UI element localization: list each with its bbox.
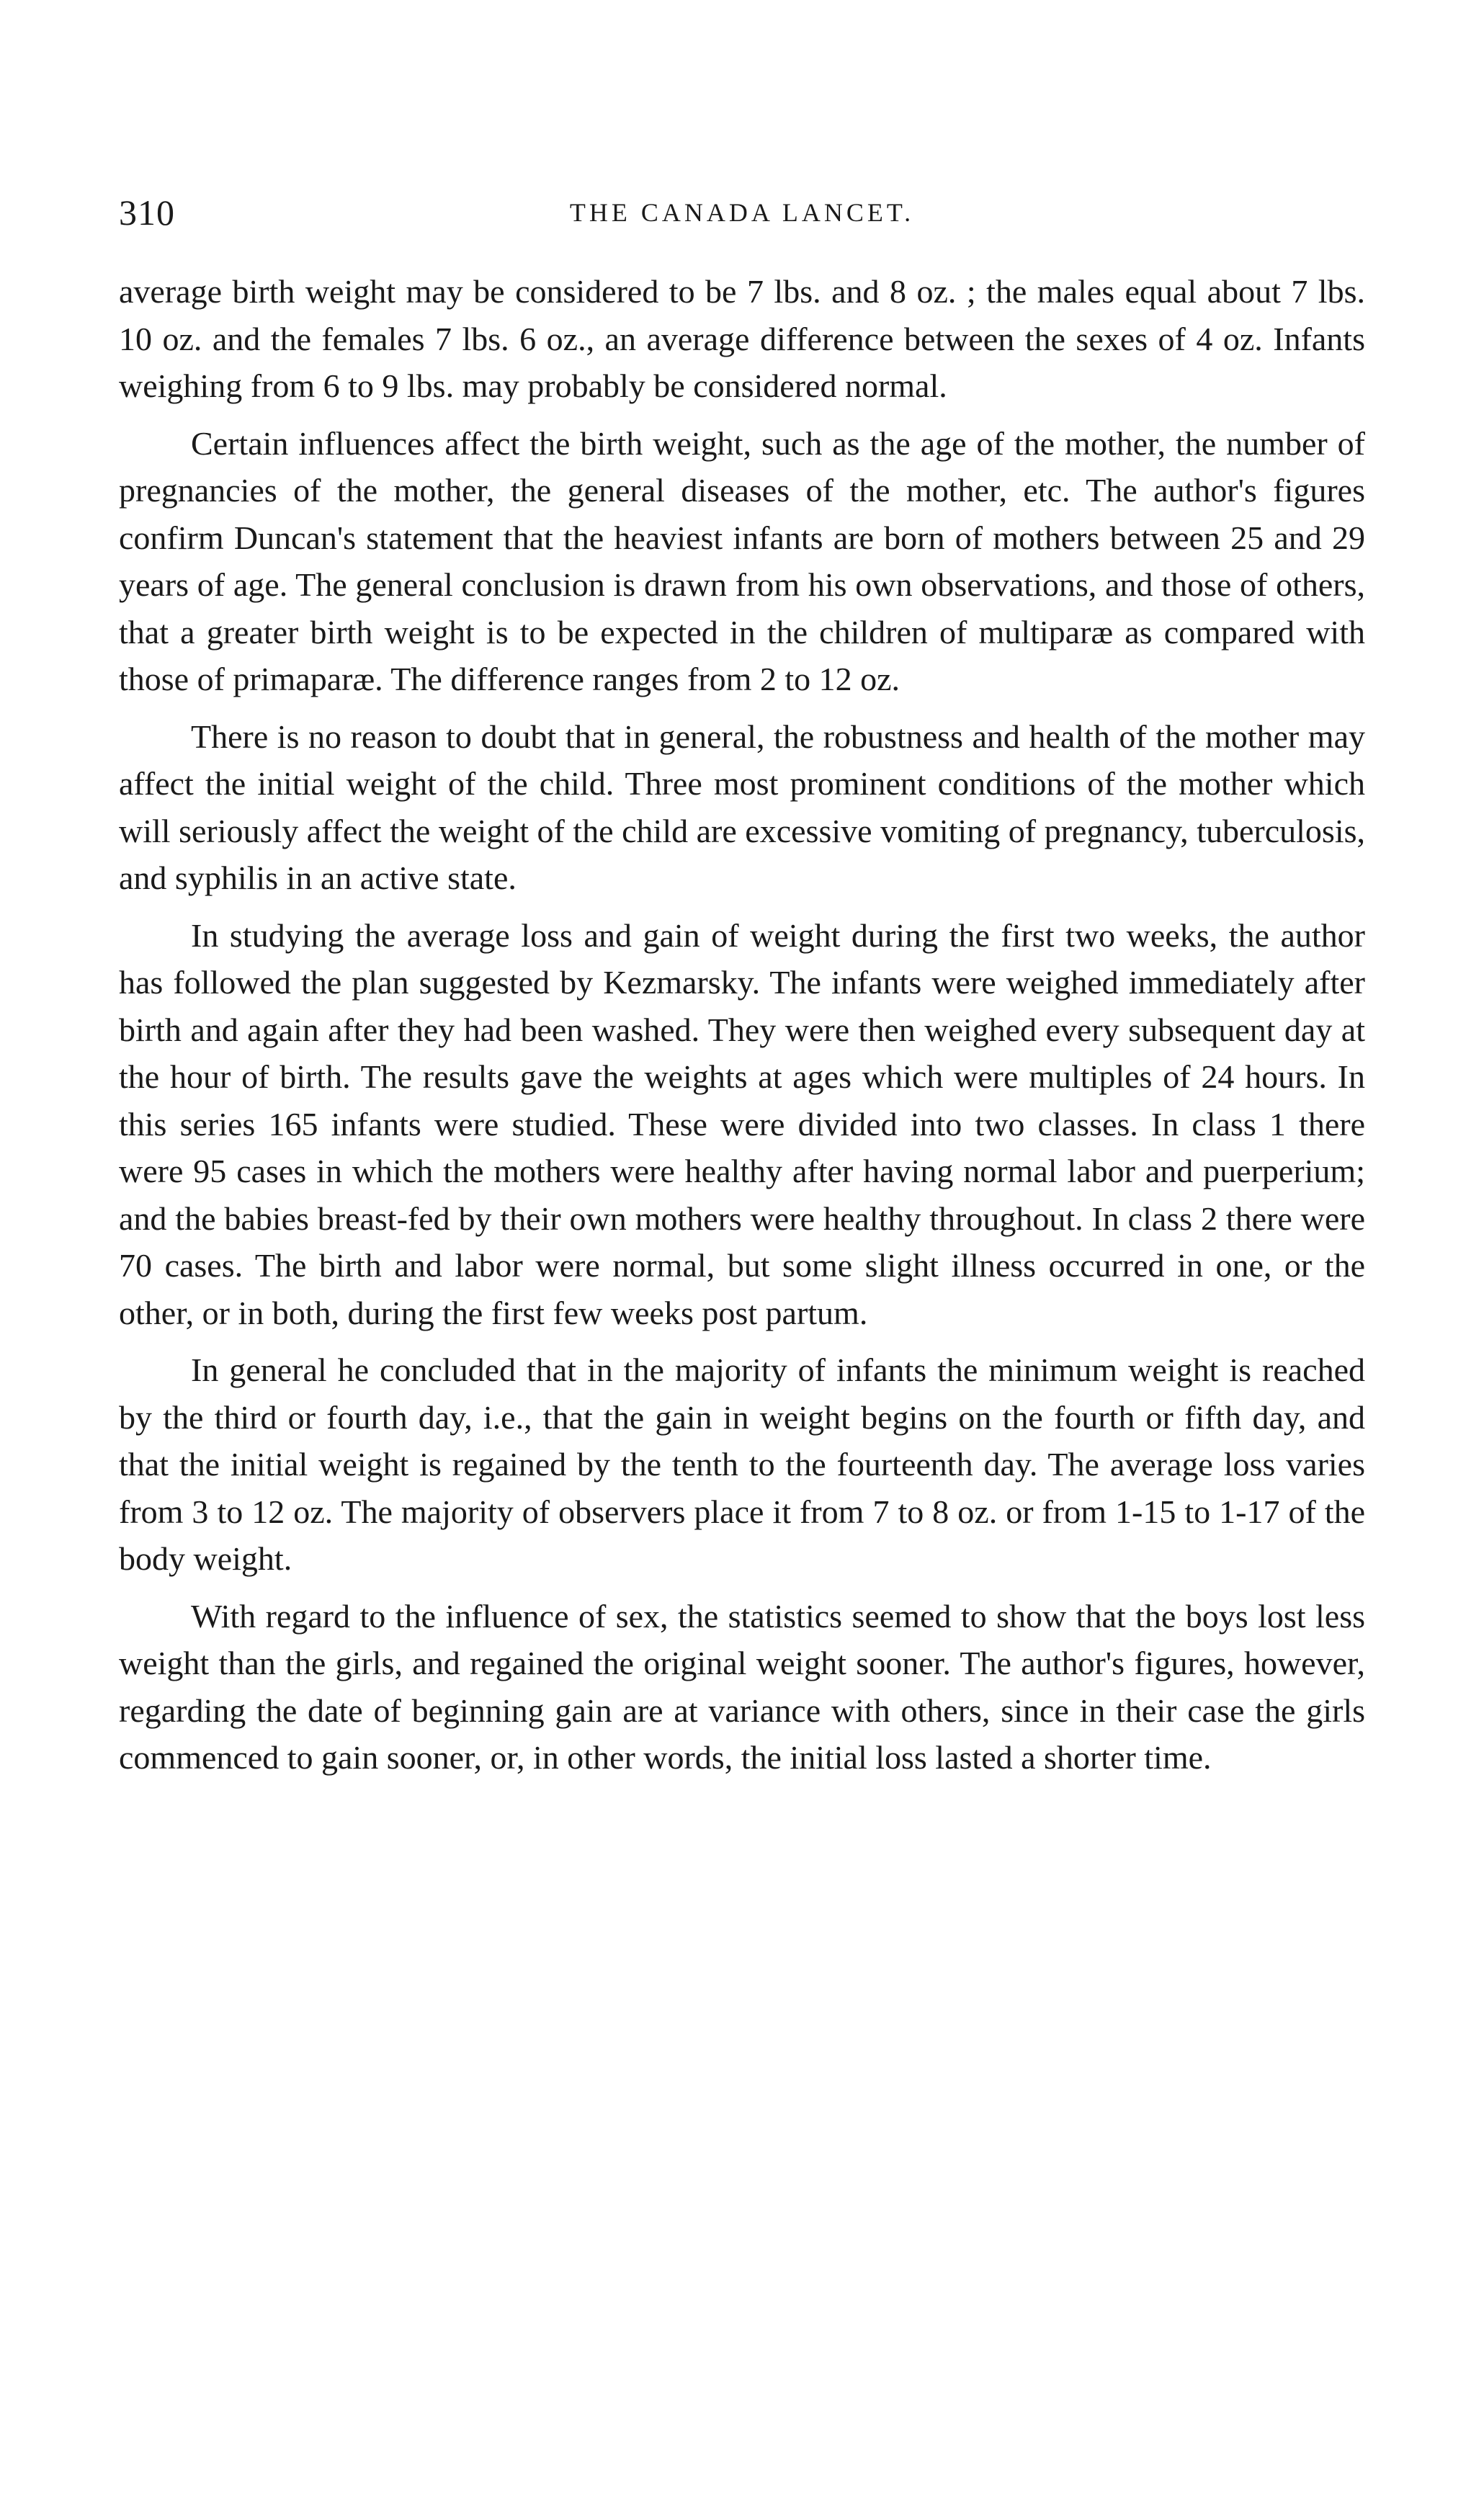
page-number: 310 [119, 192, 175, 233]
running-head [119, 184, 1365, 241]
article-body [119, 268, 1365, 1792]
paragraph-study-method: In studying the average loss and gain of weight during the first two weeks, the author has followed the plan suggested by Kezmarsky. The infants were weighed immediately after birth and again after they had been washed. They were then weighed every subsequent day at the hour of birth. The results gave the weights at ages which were multiples of 24 hours. In this series 165 infants were studied. These were divided into two classes. In class 1 there were 95 cases in which the mothers were healthy after having normal labor and puerperium; and the babies breast-fed by their own mothers were healthy throughout. In class 2 there were 70 cases. The birth and labor were normal, but some slight illness occurred in one, or the other, or in both, during the first few weeks post partum. [119, 916, 1365, 1331]
paragraph-sex-influence: With regard to the influence of sex, the statistics seemed to show that the boys lost less weight than the girls, and regained the original weight sooner. The author's figures, however, regarding the date of beginning gain are at variance with others, since in their case the girls commenced to gain sooner, or, in other words, the initial loss lasted a shorter time. [119, 1597, 1365, 1776]
paragraph-conclusions: In general he concluded that in the majority of infants the minimum weight is reached by the third or fourth day, i.e., that the gain in weight begins on the fourth or fifth day, and that the initial weight is regained by the tenth to the fourteenth day. The average loss varies from 3 to 12 oz. The majority of observers place it from 7 to 8 oz. or from 1-15 to 1-17 of the body weight. [119, 1351, 1365, 1577]
paragraph-birth-weight-continued: average birth weight may be considered to be 7 lbs. and 8 oz. ; the males equal about 7 lbs. 10 oz. and the females 7 lbs. 6 oz., an average difference between the sexes of 4 oz. Infants weighing from 6 to 9 lbs. may probably be considered normal. [119, 273, 1365, 404]
journal-title: THE CANADA LANCET. [569, 198, 915, 227]
paragraph-influences: Certain influences affect the birth weight, such as the age of the mother, the number of pregnancies of the mother, the general diseases of the mother, etc. The author's figures confirm Duncan's statement that the heaviest infants are born of mothers between 25 and 29 years of age. The general conclusion is drawn from his own observations, and those of others, that a greater birth weight is to be expected in the children of multiparæ as compared with those of primaparæ. The difference ranges from 2 to 12 oz. [119, 424, 1365, 697]
paragraph-maternal-health: There is no reason to doubt that in general, the robustness and health of the mother may affect the initial weight of the child. Three most prominent conditions of the mother which will seriously affect the weight of the child are excessive vomiting of pregnancy, tuberculosis, and syphilis in an active state. [119, 718, 1365, 896]
